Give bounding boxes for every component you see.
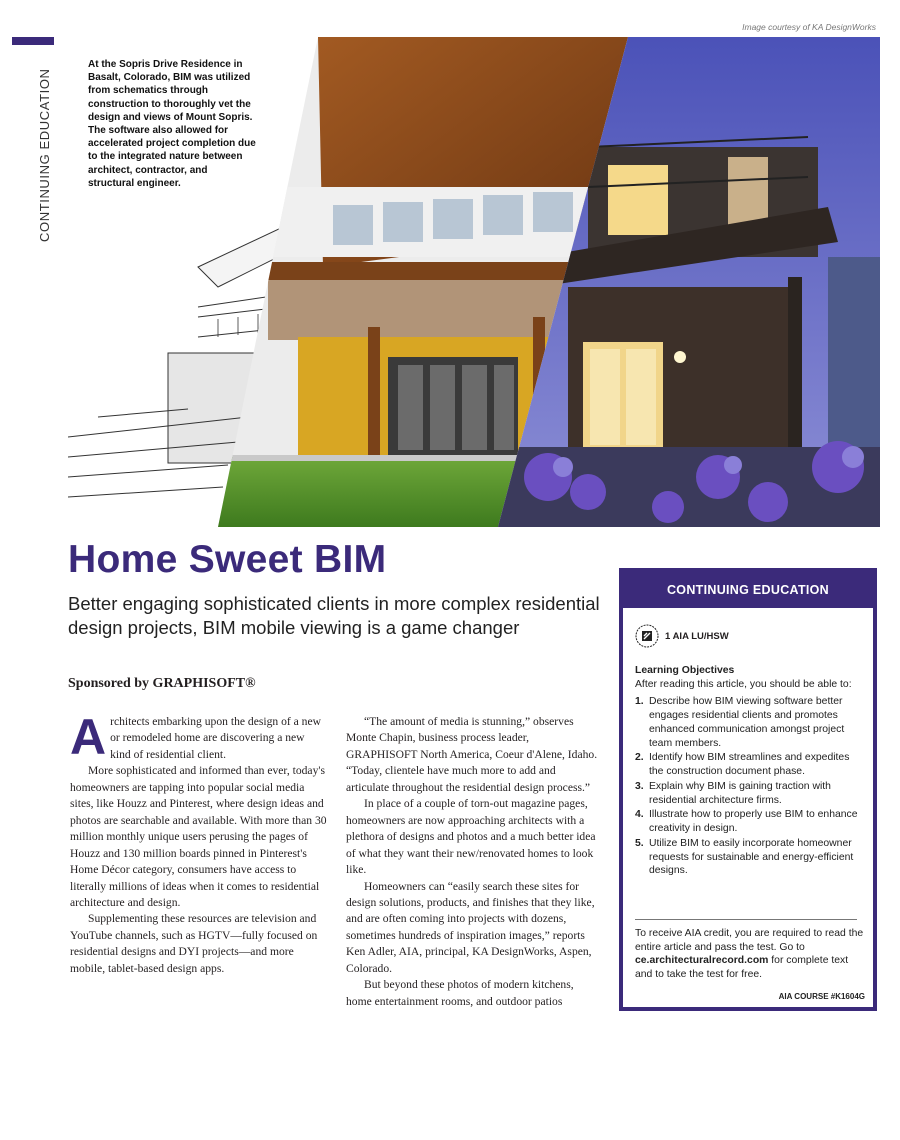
objective-text: Describe how BIM viewing software better engages residential clients and promotes enhanced communication amongst project team members. xyxy=(649,696,845,749)
ce-box-header: CONTINUING EDUCATION xyxy=(623,572,873,608)
ce-website-link[interactable]: ce.architecturalrecord.com xyxy=(635,955,769,967)
objective-item xyxy=(635,808,863,835)
objective-item xyxy=(635,695,863,750)
paragraph-text: rchitects embarking upon the design of a new or remodeled home are discovering a new kind of residential client. xyxy=(110,715,321,761)
note-text: To receive AIA credit, you are required to read the entire article and pass the test. Go to xyxy=(635,928,864,953)
article-subtitle: Better engaging sophisticated clients in more complex residential design projects, BIM mobile viewing is a game changer xyxy=(68,593,600,638)
objective-number: 4. xyxy=(635,809,644,821)
section-label-text: CONTINUING EDUCATION xyxy=(37,68,52,242)
learning-objectives xyxy=(635,664,863,879)
objective-item xyxy=(635,780,863,807)
continuing-education-box xyxy=(619,568,877,1011)
paragraph: But beyond these photos of modern kitchens, home entertainment rooms, and outdoor patios xyxy=(346,978,574,1008)
article-column-1 xyxy=(70,709,328,977)
sponsor-line: Sponsored by GRAPHISOFT® xyxy=(68,676,256,691)
objective-text: Utilize BIM to easily incorporate homeowner requests for sustainable and energy-efficient designs. xyxy=(649,837,854,877)
divider xyxy=(635,919,857,920)
ce-credit-text: 1 AIA LU/HSW xyxy=(665,630,729,642)
paragraph: More sophisticated and informed than ever, today's homeowners are tapping into popular social media sites, like Houzz and Pinterest, where design ideas and photos are searchable and available. With more than 30 million monthly unique users perusing the pages of Houzz and 130 million boards pinned in Pinterest's Home Décor category, consumers have access to literally millions of ideas when it comes to residential architecture and design. xyxy=(70,764,327,909)
section-label xyxy=(37,52,51,252)
objective-text: Identify how BIM streamlines and expedites the construction document phase. xyxy=(649,752,850,778)
paragraph xyxy=(70,709,328,765)
objective-number: 3. xyxy=(635,780,644,792)
paragraph: Supplementing these resources are television and YouTube channels, such as HGTV—fully focused on residential designs and DYI projects—and more mobile, tablet-based design apps. xyxy=(70,912,318,975)
objectives-list xyxy=(635,695,863,878)
drop-cap: A xyxy=(70,709,107,765)
aia-course-number: AIA COURSE #K1604G xyxy=(778,992,865,1001)
aia-ces-seal-icon xyxy=(635,624,659,648)
objective-text: Explain why BIM is gaining traction with residential architecture firms. xyxy=(649,780,831,806)
section-marker-bar xyxy=(12,37,54,45)
objective-number: 2. xyxy=(635,752,644,764)
objectives-intro: After reading this article, you should be able to: xyxy=(635,678,852,690)
article-title: Home Sweet BIM xyxy=(68,538,387,581)
paragraph: “The amount of media is stunning,” observes Monte Chapin, business process leader, GRAPHISOFT North America, Coeur d'Alene, Idaho. “Today, clientele have much more to add and articulate throughout the residential design process.” xyxy=(346,715,598,794)
objective-text: Illustrate how to properly use BIM to enhance creativity in design. xyxy=(649,809,858,835)
objective-number: 1. xyxy=(635,696,644,708)
ce-credit-line xyxy=(635,624,729,648)
objective-item xyxy=(635,751,863,778)
article-column-2 xyxy=(346,714,598,1010)
image-credit: Image courtesy of KA DesignWorks xyxy=(742,22,876,32)
paragraph: Homeowners can “easily search these sites for design solutions, products, and finishes that they like, and are often coming into projects with dozens, sometimes hundreds of inspiration images,” reports Ken Adler, AIA, principal, KA DesignWorks, Aspen, Colorado. xyxy=(346,879,595,975)
objectives-title: Learning Objectives xyxy=(635,665,735,676)
note-text: for complete text and to take the test for free. xyxy=(635,955,849,981)
hero-caption: At the Sopris Drive Residence in Basalt, Colorado, BIM was utilized from schematics through construction to thoroughly vet the design and views of Mount Sopris. The software also allowed for accelerated project completion due to the integrated nature between architect, contractor, and structural engineer. xyxy=(88,59,256,189)
paragraph: In place of a couple of torn-out magazine pages, homeowners are now approaching architects with a plethora of designs and photos and a much better idea of what they want their new/renovated homes to look like. xyxy=(346,797,596,877)
objective-number: 5. xyxy=(635,837,644,849)
objective-item xyxy=(635,837,863,878)
ce-credit-note xyxy=(635,927,865,982)
